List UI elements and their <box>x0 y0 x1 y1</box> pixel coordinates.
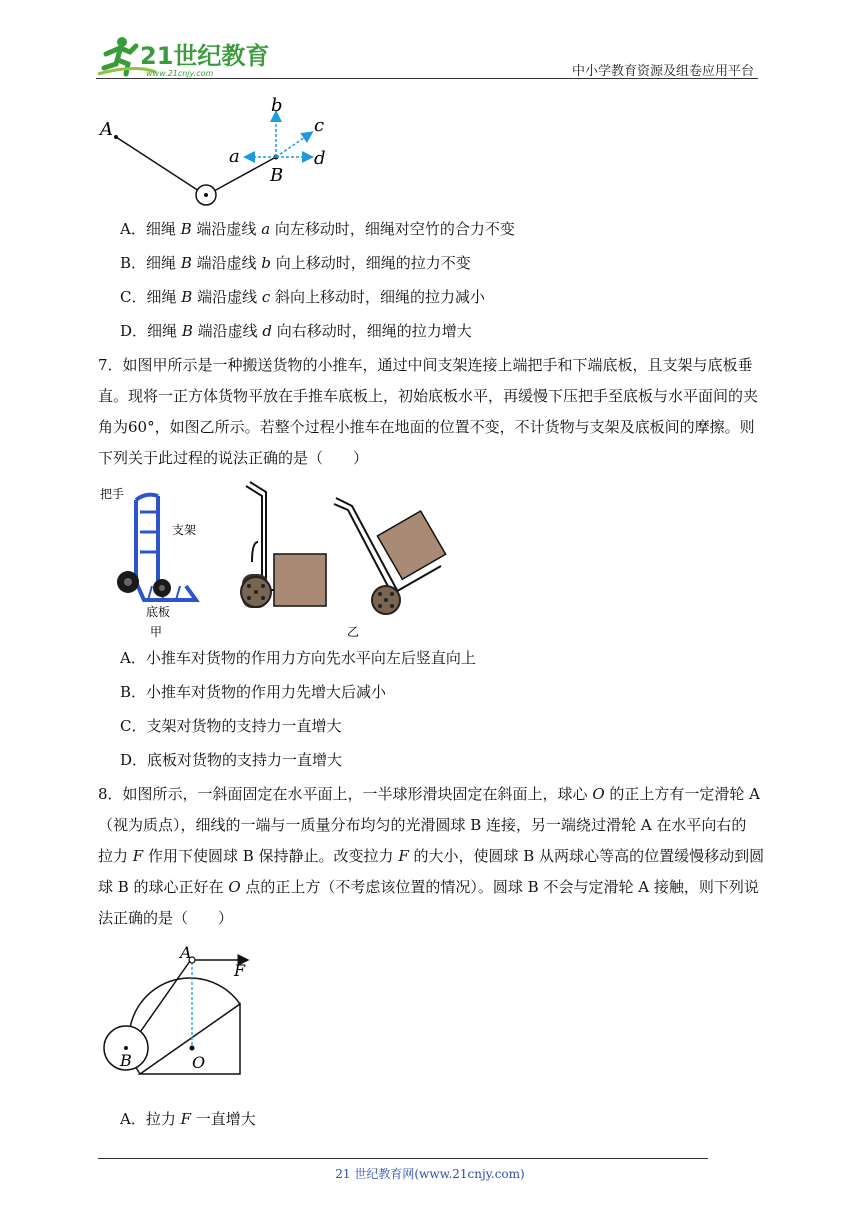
q6-label-B: B <box>270 165 284 186</box>
q6-option-a[interactable]: A．细绳 B 端沿虚线 a 向左移动时，细绳对空竹的合力不变 <box>120 220 515 238</box>
footer-link[interactable]: 21 世纪教育网(www.21cnjy.com) <box>335 1167 525 1181</box>
header-platform-text: 中小学教育资源及组卷应用平台 <box>572 64 755 79</box>
logo-url: www.21cnjy.com <box>146 69 214 78</box>
q7-figure-jia <box>96 482 216 640</box>
q8-option-a[interactable]: A．拉力 F 一直增大 <box>120 1110 256 1128</box>
q6-label-a: a <box>229 146 240 167</box>
q6-option-d[interactable]: D．细绳 B 端沿虚线 d 向右移动时，细绳的拉力增大 <box>120 322 472 340</box>
q7-label-handle: 把手 <box>100 487 125 501</box>
q8-label-F: F <box>234 961 246 980</box>
site-logo <box>96 34 270 80</box>
q8-label-A: A <box>180 943 192 962</box>
q7-option-c[interactable]: C．支架对货物的支持力一直增大 <box>120 717 342 735</box>
q6-label-b: b <box>271 95 283 116</box>
q7-option-b[interactable]: B．小推车对货物的作用力先增大后减小 <box>120 683 387 701</box>
q7-label-frame: 支架 <box>172 523 197 537</box>
q7-label-jia: 甲 <box>150 625 163 639</box>
q7-stem: 7．如图甲所示是一种搬送货物的小推车，通过中间支架连接上端把手和下端底板，且支架与底板垂 直。现将一正方体货物平放在手推车底板上，初始底板水平，再缓慢下压把手至底板与水平面间的夹 角为60°，如图乙所示。若整个过程小推车在地面的位置不变，不计货物与支架及底板间的摩擦。则 下列关于此过程的说法正确的是（ ） <box>98 356 759 467</box>
q6-diagram <box>96 95 346 215</box>
q8-stem: 8．如图所示，一斜面固定在水平面上，一半球形滑块固定在斜面上，球心 O 的正上方有一定滑轮 A （视为质点），细线的一端与一质量分布均匀的光滑圆球 B 连接，另一端绕过滑轮 A 在水平向右的 拉力 F 作用下使圆球 B 保持静止。改变拉力 F 的大小，使圆球 B 从两球心等高的位置缓慢移动到圆 球 B 的球心正好在 O 点的正上方（不考虑该位置的情况）。圆球 B 不会与定滑轮 A 接触，则下列说 法正确的是（ ） <box>98 785 765 927</box>
q6-label-c: c <box>314 115 325 136</box>
q6-label-A: A <box>100 119 113 140</box>
header-divider <box>96 78 758 79</box>
q7-label-base: 底板 <box>146 605 171 619</box>
q6-option-b[interactable]: B．细绳 B 端沿虚线 b 向上移动时，细绳的拉力不变 <box>120 254 471 272</box>
q8-diagram <box>100 942 260 1080</box>
footer-divider <box>98 1158 708 1159</box>
q6-option-c[interactable]: C．细绳 B 端沿虚线 c 斜向上移动时，细绳的拉力减小 <box>120 288 486 306</box>
q8-label-B: B <box>120 1051 132 1070</box>
logo-text: 21世纪教育 <box>140 42 270 70</box>
q7-option-d[interactable]: D．底板对货物的支持力一直增大 <box>120 751 343 769</box>
q7-label-yi: 乙 <box>347 625 360 639</box>
q7-option-a[interactable]: A．小推车对货物的作用力方向先水平向左后竖直向上 <box>120 649 476 667</box>
q8-label-O: O <box>192 1053 206 1072</box>
q6-label-d: d <box>314 148 326 169</box>
q7-figure-yi <box>236 482 466 640</box>
